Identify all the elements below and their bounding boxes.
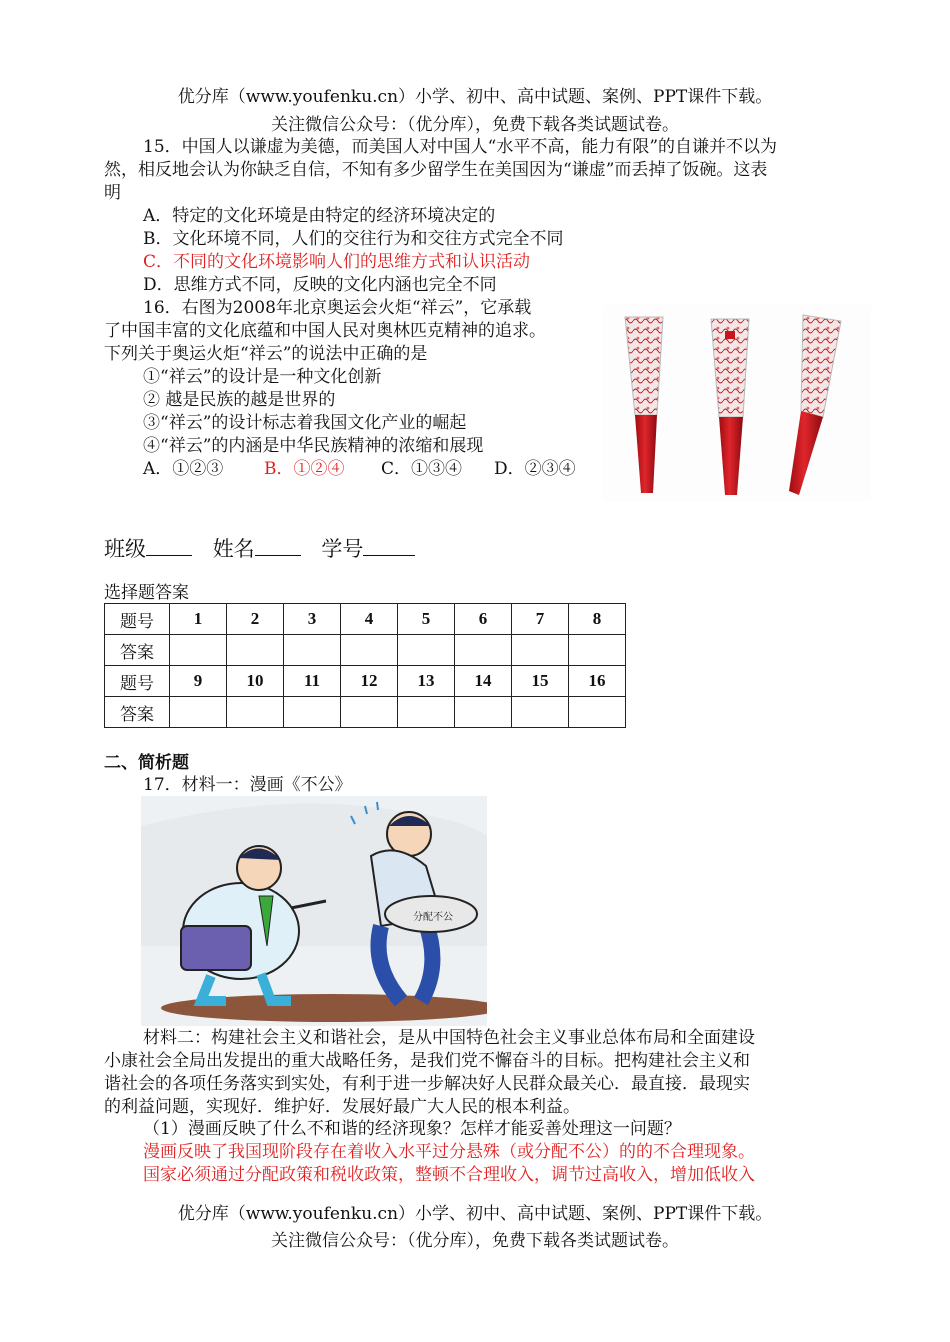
answer-cell[interactable] xyxy=(512,697,569,728)
q17-answer-line-1: 漫画反映了我国现阶段存在着收入水平过分悬殊（或分配不公）的的不合理现象。 xyxy=(143,1142,755,1162)
question-number: 8 xyxy=(569,604,626,635)
student-id-label: 学号 xyxy=(321,537,364,561)
q16-item-1: ①“祥云”的设计是一种文化创新 xyxy=(143,367,382,387)
question-number: 15 xyxy=(512,666,569,697)
question-number: 7 xyxy=(512,604,569,635)
question-number: 16 xyxy=(569,666,626,697)
q15-option-a: A．特定的文化环境是由特定的经济环境决定的 xyxy=(143,206,496,226)
q15-option-b: B．文化环境不同，人们的交往行为和交往方式完全不同 xyxy=(143,229,564,249)
answer-cell[interactable] xyxy=(341,697,398,728)
table-row xyxy=(105,635,626,666)
cartoon-unfair-image xyxy=(141,796,487,1026)
q17-heading: 17．材料一：漫画《不公》 xyxy=(143,775,352,795)
cartoon-bowl-label: 分配不公 xyxy=(413,912,453,923)
answer-cell[interactable] xyxy=(227,697,284,728)
material-2-line-4: 的利益问题，实现好．维护好．发展好最广大人民的根本利益。 xyxy=(104,1097,580,1117)
answer-cell[interactable] xyxy=(170,697,227,728)
answer-cell[interactable] xyxy=(455,635,512,666)
question-number: 10 xyxy=(227,666,284,697)
question-number: 12 xyxy=(341,666,398,697)
question-number: 9 xyxy=(170,666,227,697)
q15-stem-2: 然，相反地会认为你缺乏自信，不知有多少留学生在美国因为“谦虚”而丢掉了饭碗。这表 xyxy=(104,160,768,180)
q16-option-b-answer: B．①②④ xyxy=(264,459,345,479)
question-number: 3 xyxy=(284,604,341,635)
answer-table xyxy=(104,603,626,728)
answer-cell[interactable] xyxy=(569,635,626,666)
q16-item-3: ③“祥云”的设计标志着我国文化产业的崛起 xyxy=(143,413,467,433)
footer-line-2: 关注微信公众号：（优分库），免费下载各类试题试卷。 xyxy=(271,1231,679,1251)
q16-stem-3: 下列关于奥运火炬“祥云”的说法中正确的是 xyxy=(104,344,428,364)
q17-sub-question-1: （1）漫画反映了什么不和谐的经济现象？怎样才能妥善处理这一问题？ xyxy=(143,1119,681,1139)
material-2-line-3: 谐社会的各项任务落实到实处，有利于进一步解决好人民群众最关心．最直接．最现实 xyxy=(104,1074,750,1094)
question-number: 14 xyxy=(455,666,512,697)
answer-cell[interactable] xyxy=(227,635,284,666)
answer-cell[interactable] xyxy=(398,635,455,666)
q16-option-c: C．①③④ xyxy=(381,459,463,479)
q15-stem-1: 15．中国人以谦虚为美德，而美国人对中国人“水平不高，能力有限”的自谦并不以为 xyxy=(143,137,778,157)
class-blank[interactable] xyxy=(146,555,192,556)
q15-option-c-answer: C．不同的文化环境影响人们的思维方式和认识活动 xyxy=(143,252,531,272)
torch-left xyxy=(625,317,663,493)
q16-option-a: A．①②③ xyxy=(143,459,224,479)
question-number: 5 xyxy=(398,604,455,635)
question-number: 11 xyxy=(284,666,341,697)
answer-cell[interactable] xyxy=(512,635,569,666)
answer-cell[interactable] xyxy=(398,697,455,728)
answer-cell[interactable] xyxy=(569,697,626,728)
table-row xyxy=(105,697,626,728)
row-label-ans: 答案 xyxy=(105,697,170,728)
name-blank[interactable] xyxy=(255,555,301,556)
student-id-blank[interactable] xyxy=(363,555,415,556)
row-label-num: 题号 xyxy=(105,604,170,635)
table-row xyxy=(105,604,626,635)
class-label: 班级 xyxy=(104,537,146,561)
row-label-ans: 答案 xyxy=(105,635,170,666)
question-number: 1 xyxy=(170,604,227,635)
q16-option-d: D．②③④ xyxy=(494,459,576,479)
row-label-num: 题号 xyxy=(105,666,170,697)
question-number: 13 xyxy=(398,666,455,697)
q16-stem-1: 16．右图为2008年北京奥运会火炬“祥云”，它承载 xyxy=(143,298,532,318)
torch-center xyxy=(711,319,749,495)
student-info-row xyxy=(104,535,415,563)
question-number: 2 xyxy=(227,604,284,635)
answer-cell[interactable] xyxy=(284,697,341,728)
answer-cell[interactable] xyxy=(170,635,227,666)
torch-right xyxy=(789,315,841,495)
answer-cell[interactable] xyxy=(284,635,341,666)
q16-item-2: ② 越是民族的越是世界的 xyxy=(143,390,336,410)
question-number: 6 xyxy=(455,604,512,635)
section-2-title: 二、简析题 xyxy=(104,753,189,773)
question-number: 4 xyxy=(341,604,398,635)
name-label: 姓名 xyxy=(212,537,255,561)
answer-cell[interactable] xyxy=(455,697,512,728)
q15-option-d: D．思维方式不同，反映的文化内涵也完全不同 xyxy=(143,275,497,295)
q16-stem-2: 了中国丰富的文化底蕴和中国人民对奥林匹克精神的追求。 xyxy=(104,321,546,341)
q17-answer-line-2: 国家必须通过分配政策和税收政策，整顿不合理收入，调节过高收入，增加低收入 xyxy=(143,1165,755,1185)
table-row xyxy=(105,666,626,697)
header-line-1: 优分库（www.youfenku.cn）小学、初中、高中试题、案例、PPT课件下载。 xyxy=(177,87,773,107)
footer-line-1: 优分库（www.youfenku.cn）小学、初中、高中试题、案例、PPT课件下载。 xyxy=(177,1204,773,1224)
material-2-line-2: 小康社会全局出发提出的重大战略任务，是我们党不懈奋斗的目标。把构建社会主义和 xyxy=(104,1051,750,1071)
olympic-torch-image xyxy=(603,305,871,502)
header-line-2: 关注微信公众号：（优分库），免费下载各类试题试卷。 xyxy=(271,115,679,135)
q16-item-4: ④“祥云”的内涵是中华民族精神的浓缩和展现 xyxy=(143,436,484,456)
answer-table-caption: 选择题答案 xyxy=(104,583,189,603)
answer-cell[interactable] xyxy=(341,635,398,666)
q15-stem-3: 明 xyxy=(104,183,121,203)
material-2-line-1: 材料二：构建社会主义和谐社会，是从中国特色社会主义事业总体布局和全面建设 xyxy=(143,1028,755,1048)
